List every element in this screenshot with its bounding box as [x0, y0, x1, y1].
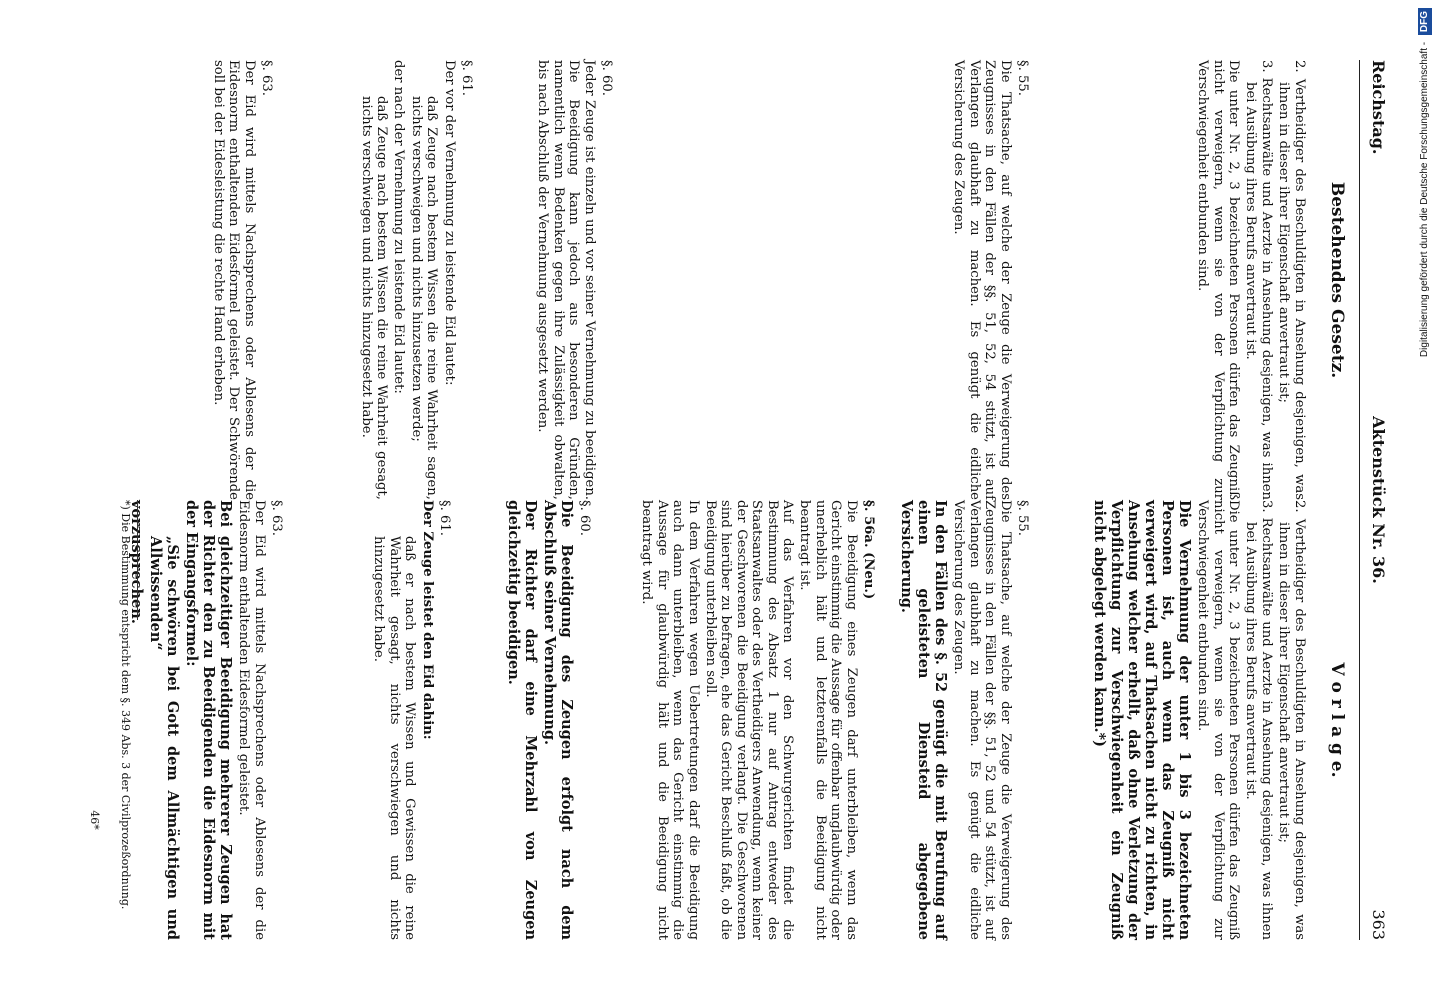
- right-s55: [896, 500, 1030, 940]
- left-s61: [356, 60, 474, 500]
- right-item-3: 3. Rechtsanwälte und Aerzte in Ansehung desjenigen, was ihnen bei Ausübung ihres Berufs anvertraut ist.: [1243, 500, 1274, 940]
- left-s60-head: §. 60.: [599, 60, 614, 96]
- right-s63-head: §. 63.: [269, 500, 284, 536]
- right-s60-head: §. 60.: [577, 500, 592, 536]
- right-item-2: 2. Vertheidiger des Beschuldigten in Ansehung desjenigen, was ihnen in dieser ihrer Eigenschaft anvertraut ist;: [1276, 500, 1307, 940]
- left-s60-text: Jeder Zeuge ist einzeln und vor seiner Vernehmung zu beeidigen. Die Beeidigung kann jedoch aus besonderen Gründen, namentlich wenn Bedenken gegen ihre Zulässigkeit obwalten, bis nach Abschluß der Vernehmung ausgesetzt werden.: [535, 60, 597, 500]
- right-s63-bold1: Bei gleichzeitiger Beeidigung mehrerer Zeugen hat der Richter den zu Beeidigenden die Eidesnorm mit der Eingangsformel:: [182, 500, 234, 940]
- right-s60-bold1: Die Beeidigung des Zeugen erfolgt nach dem Abschluß seiner Vernehmung.: [540, 500, 575, 940]
- right-s60: [503, 500, 592, 940]
- left-column-title: Bestehendes Gesetz.: [1327, 181, 1347, 379]
- right-column: [1089, 500, 1347, 940]
- left-para-after: Die unter Nr. 2, 3 bezeichneten Personen dürfen das Zeugniß nicht verweigern, wenn sie von der Verpflichtung zur Verschwiegenheit entbunden sind.: [1195, 60, 1241, 500]
- right-column-title: V o r l a g e.: [1327, 662, 1347, 778]
- left-s61-head: §. 61.: [459, 60, 474, 96]
- right-s61-head: §. 61.: [437, 500, 452, 536]
- left-column: [1193, 60, 1347, 500]
- right-s60-bold2: Der Richter darf eine Mehrzahl von Zeugen gleichzeitig beeidigen.: [504, 500, 539, 940]
- right-s61: [369, 500, 452, 940]
- left-s61-line3: der nach der Vernehmung zu leistende Eid lautet:: [391, 60, 407, 394]
- right-s63-bold2: „Sie schwören bei Gott dem Allmächtigen und Allwissenden“: [146, 536, 181, 940]
- dfg-side-note: [1418, 8, 1432, 992]
- left-s61-line4: daß Zeuge nach bestem Wissen die reine Wahrheit gesagt, nichts verschwiegen und nichts hinzugesetzt habe.: [358, 96, 389, 500]
- right-s56a: [637, 500, 876, 940]
- right-s63-text: Der Eid wird mittels Nachsprechens oder Ablesens der die Eidesnorm enthaltenden Eidesformel geleistet.: [236, 500, 267, 940]
- right-s56a-p3: In dem Verfahren wegen Uebertretungen darf die Beeidigung auch dann unterbleiben, wenn das Gericht einstimmig die Aussage für glaubwürdig hält und die Beeidigung nicht beantragt wird.: [639, 500, 701, 940]
- right-s56a-p1: Die Beeidigung eines Zeugen darf unterbleiben, wenn das Gericht einstimmig die Aussage für offenbar unglaubwürdig oder unerheblich hält und letzterenfalls die Beeidigung nicht beantragt ist.: [797, 500, 859, 940]
- header-left: Reichstag.: [1369, 60, 1388, 155]
- left-s55-head: §. 55.: [1015, 60, 1030, 96]
- left-item-3: 3. Rechtsanwälte und Aerzte in Ansehung desjenigen, was ihnen bei Ausübung ihres Berufs anvertraut ist.: [1243, 60, 1274, 500]
- right-s55-head: §. 55.: [1015, 500, 1030, 536]
- right-s63-bold3: vorzusprechen.: [127, 500, 145, 624]
- left-item-2: 2. Vertheidiger des Beschuldigten in Ansehung desjenigen, was ihnen in dieser ihrer Eigenschaft anvertraut ist;: [1276, 60, 1307, 500]
- left-s63-head: §. 63.: [259, 60, 274, 96]
- left-s63-text: Der Eid wird mittels Nachsprechens oder Ablesens der die Eidesnorm enthaltenden Eidesformel geleistet. Der Schwörende soll bei der Eidesleistung die rechte Hand erheben.: [210, 60, 257, 500]
- dfg-logo: DFG: [1418, 8, 1432, 35]
- footnote: *) Die Bestimmung entspricht dem §. 349 Abs. 3 der Civilprozeßordnung.: [119, 500, 132, 910]
- header-center: Aktenstück Nr. 36.: [1369, 416, 1388, 584]
- page-header: [1359, 60, 1386, 940]
- left-s61-line1: Der vor der Vernehmung zu leistende Eid lautet:: [441, 60, 457, 386]
- left-s55: [949, 60, 1030, 500]
- left-s60: [533, 60, 614, 500]
- right-s63: [126, 500, 284, 940]
- right-s55-text: Die Thatsache, auf welche der Zeuge die Verweigerung des Zeugnisses in den Fällen der §§. 51, 52 und 54 stützt, ist auf Verlangen glaubhaft zu machen. Es genügt die eidliche Versicherung des Zeugen.: [951, 500, 1013, 940]
- dfg-note-text: Digitalisierung gefördert durch die Deutsche Forschungsgemeinschaft -: [1419, 41, 1430, 358]
- right-bold-para: Die Vernehmung der unter 1 bis 3 bezeichneten Personen ist, auch wenn das Zeugniß nicht verweigert wird, auf Thatsachen nicht zu richten, in Ansehung welcher erhellt, daß ohne Verletzung der Verpflichtung zur Verschwiegenheit ein Zeugniß nicht abgelegt werden kann.*): [1090, 500, 1193, 940]
- right-s55-bold: In den Fällen des §. 52 genügt die mit Berufung auf einen geleisteten Diensteid abgegebene Versicherung.: [897, 500, 949, 940]
- footnote-rule: [137, 500, 138, 620]
- right-s56a-p2: Auf das Verfahren vor den Schwurgerichten findet die Bestimmung des Absatz 1 nur auf Antrag entweder des Staatsanwaltes oder des Vertheidigers Anwendung, wenn keiner der Geschworenen die Beeidigung verlangt. Die Geschworenen sind hierüber zu befragen, ehe das Gericht Beschluß faßt, ob die Beeidigung unterbleiben soll.: [702, 500, 795, 940]
- right-s61-line2: daß er nach bestem Wissen und Gewissen die reine Wahrheit gesagt, nichts verschwiegen und nichts hinzugesetzt habe.: [371, 536, 418, 940]
- signature-mark: 46*: [88, 810, 101, 830]
- right-para-after: Die unter Nr. 2, 3 bezeichneten Personen dürfen das Zeugniß nicht verweigern, wenn sie von der Verpflichtung zur Verschwiegenheit entbunden sind.: [1195, 500, 1241, 940]
- right-s61-line1: Der Zeuge leistet den Eid dahin:: [419, 500, 435, 740]
- page-number: 363: [1369, 909, 1388, 940]
- right-s56a-head: §. 56a. (Neu.): [861, 500, 876, 600]
- left-s55-text: Die Thatsache, auf welche der Zeuge die Verweigerung des Zeugnisses in den Fällen der §§. 51, 52, 54 stützt, ist auf Verlangen glaubhaft zu machen. Es genügt die eidliche Versicherung des Zeugen.: [951, 60, 1013, 500]
- left-s63: [208, 60, 274, 500]
- left-s61-line2: daß Zeuge nach bestem Wissen die reine Wahrheit sagen, nichts verschweigen und nichts hinzusetzen werde;: [408, 96, 440, 500]
